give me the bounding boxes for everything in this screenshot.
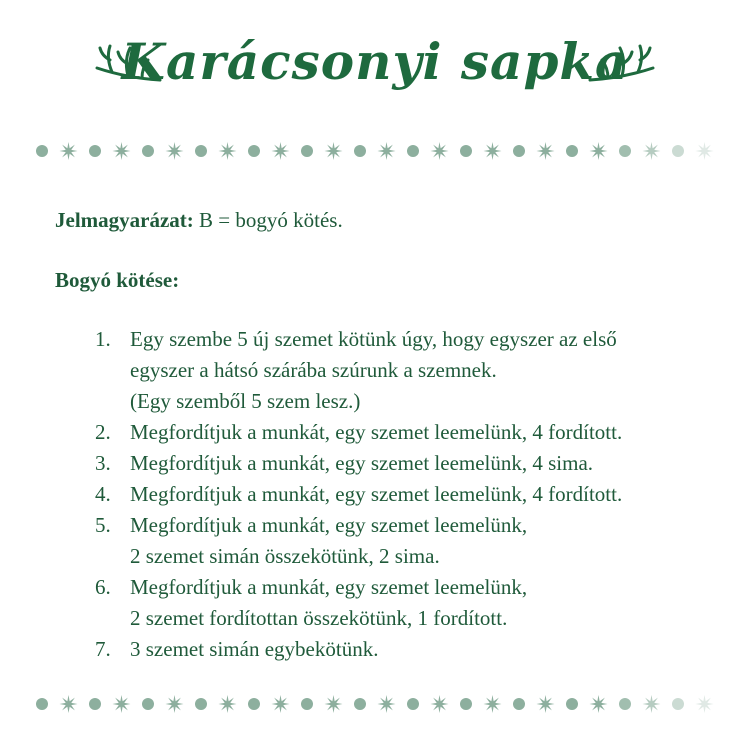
step-text-line: egyszer a hátsó szárába szúrunk a szemnek.: [130, 358, 497, 382]
divider-star-icon: [643, 695, 661, 713]
divider-star-icon: [272, 142, 290, 160]
divider-star-icon: [537, 695, 555, 713]
divider-dot-icon: [36, 145, 48, 157]
step-text-line: 3 szemet simán egybekötünk.: [130, 637, 379, 661]
divider-dot-icon: [619, 145, 631, 157]
step-item: [55, 479, 715, 510]
divider-star-icon: [431, 695, 449, 713]
divider-star-icon: [431, 142, 449, 160]
divider-dot-icon: [672, 145, 684, 157]
divider-dot-icon: [248, 698, 260, 710]
divider-star-icon: [696, 142, 714, 160]
step-number: 4.: [95, 482, 111, 506]
step-number: 5.: [95, 513, 111, 537]
step-text-line: (Egy szemből 5 szem lesz.): [130, 389, 361, 413]
step-text-line: Megfordítjuk a munkát, egy szemet leemelünk, 4 fordított.: [130, 420, 623, 444]
divider-star-icon: [219, 695, 237, 713]
divider-star-icon: [219, 142, 237, 160]
divider-dot-icon: [354, 698, 366, 710]
divider-dot-icon: [354, 145, 366, 157]
header: [0, 0, 750, 130]
divider-dot-icon: [301, 698, 313, 710]
step-item: [55, 634, 715, 665]
step-number: 1.: [95, 327, 111, 351]
divider-dot-icon: [89, 698, 101, 710]
divider-star-icon: [166, 142, 184, 160]
step-text-line: Egy szembe 5 új szemet kötünk úgy, hogy egyszer az első: [130, 327, 617, 351]
step-text-line: Megfordítjuk a munkát, egy szemet leemelünk, 4 sima.: [130, 451, 594, 475]
step-item: [55, 417, 715, 448]
divider-dot-icon: [513, 698, 525, 710]
section-heading: Bogyó kötése:: [55, 268, 180, 292]
divider-dot-icon: [460, 145, 472, 157]
divider-dot-icon: [195, 698, 207, 710]
divider-star-icon: [113, 142, 131, 160]
step-item: [55, 448, 715, 479]
divider-star-icon: [60, 695, 78, 713]
step-number: 7.: [95, 637, 111, 661]
divider-dot-icon: [566, 145, 578, 157]
divider-dot-icon: [36, 698, 48, 710]
divider-dot-icon: [407, 698, 419, 710]
page-title: Karácsonyi sapka: [121, 32, 629, 91]
legend-text: B = bogyó kötés.: [193, 208, 343, 232]
divider-top: [32, 141, 718, 161]
divider-star-icon: [484, 142, 502, 160]
step-text-line: Megfordítjuk a munkát, egy szemet leemelünk,: [130, 513, 528, 537]
step-text-line: 2 szemet fordítottan összekötünk, 1 fordított.: [130, 606, 508, 630]
divider-dot-icon: [407, 145, 419, 157]
legend: [55, 205, 715, 236]
divider-dot-icon: [619, 698, 631, 710]
step-number: 6.: [95, 575, 111, 599]
divider-dot-icon: [142, 145, 154, 157]
divider-dot-icon: [566, 698, 578, 710]
divider-dot-icon: [460, 698, 472, 710]
divider-star-icon: [484, 695, 502, 713]
divider-star-icon: [378, 142, 396, 160]
step-number: 2.: [95, 420, 111, 444]
divider-star-icon: [378, 695, 396, 713]
divider-star-icon: [590, 695, 608, 713]
divider-star-icon: [537, 142, 555, 160]
step-item: [55, 572, 715, 634]
divider-star-icon: [590, 142, 608, 160]
divider-dot-icon: [89, 145, 101, 157]
divider-star-icon: [325, 142, 343, 160]
divider-dot-icon: [513, 145, 525, 157]
step-number: 3.: [95, 451, 111, 475]
legend-label: Jelmagyarázat:: [55, 208, 194, 232]
divider-dot-icon: [301, 145, 313, 157]
divider-bottom: [32, 694, 718, 714]
divider-dot-icon: [672, 698, 684, 710]
divider-star-icon: [113, 695, 131, 713]
divider-star-icon: [696, 695, 714, 713]
step-text-line: 2 szemet simán összekötünk, 2 sima.: [130, 544, 440, 568]
steps-list: [55, 324, 715, 665]
divider-star-icon: [272, 695, 290, 713]
main-content: [55, 205, 715, 665]
divider-dot-icon: [195, 145, 207, 157]
divider-dot-icon: [248, 145, 260, 157]
divider-dot-icon: [142, 698, 154, 710]
step-item: [55, 324, 715, 417]
step-text-line: Megfordítjuk a munkát, egy szemet leemelünk, 4 fordított.: [130, 482, 623, 506]
divider-star-icon: [60, 142, 78, 160]
divider-star-icon: [166, 695, 184, 713]
divider-star-icon: [643, 142, 661, 160]
step-text-line: Megfordítjuk a munkát, egy szemet leemelünk,: [130, 575, 528, 599]
divider-star-icon: [325, 695, 343, 713]
step-item: [55, 510, 715, 572]
